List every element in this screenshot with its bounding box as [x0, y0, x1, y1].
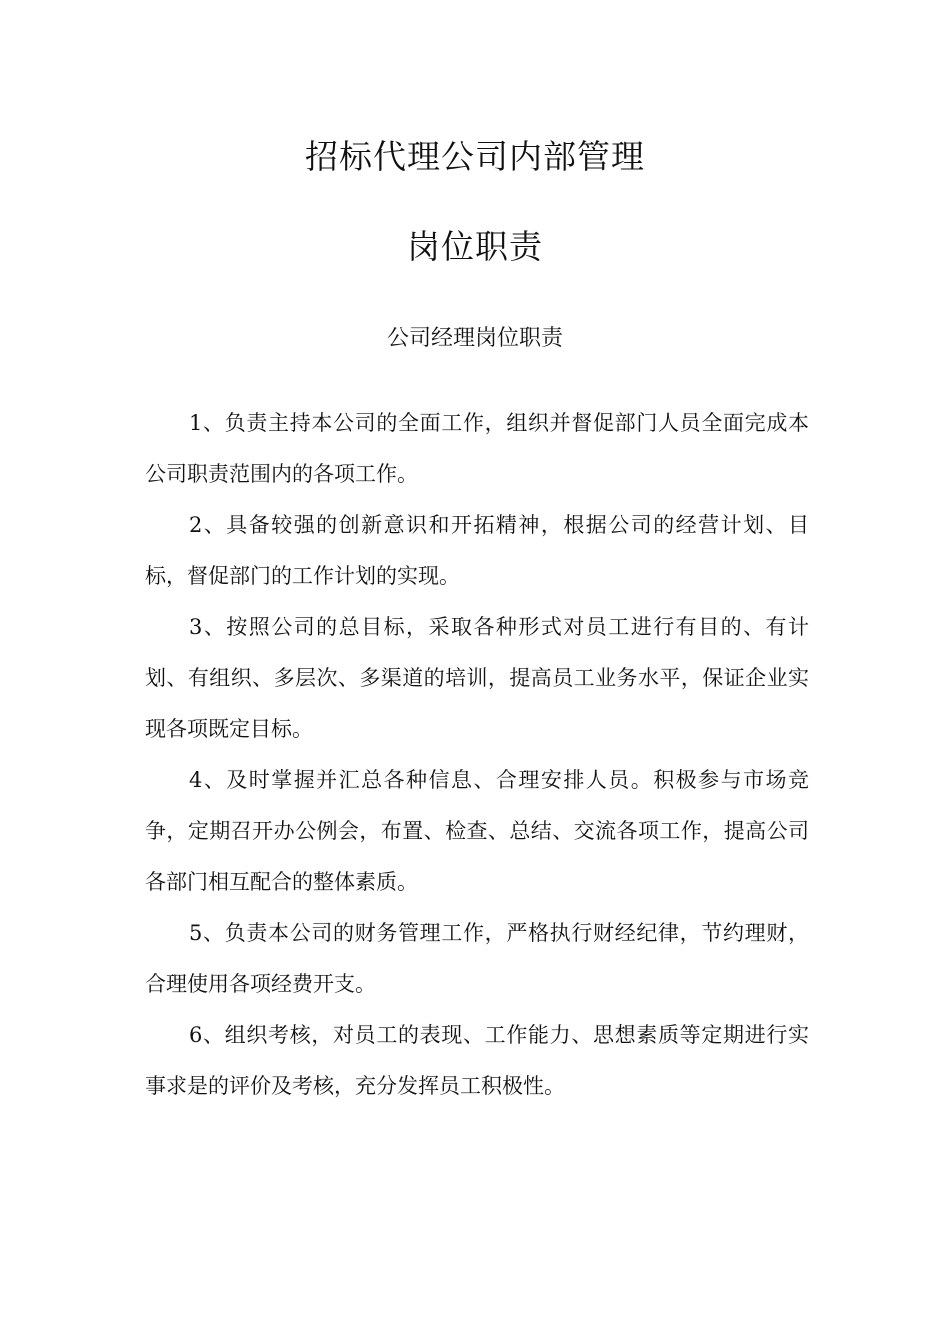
document-title-line1: 招标代理公司内部管理 — [305, 137, 645, 176]
document-title-line2: 岗位职责 — [407, 227, 543, 266]
duty-paragraph-1: 1、负责主持本公司的全面工作，组织并督促部门人员全面完成本公司职责范围内的各项工作。 — [145, 411, 809, 486]
duty-paragraph-4: 4、及时掌握并汇总各种信息、合理安排人员。积极参与市场竞争，定期召开办公例会，布置、检查、总结、交流各项工作，提高公司各部门相互配合的整体素质。 — [145, 768, 809, 894]
duty-paragraph-6: 6、组织考核，对员工的表现、工作能力、思想素质等定期进行实事求是的评价及考核，充分发挥员工积极性。 — [145, 1023, 809, 1098]
duty-paragraph-3: 3、按照公司的总目标，采取各种形式对员工进行有目的、有计划、有组织、多层次、多渠道的培训，提高员工业务水平，保证企业实现各项既定目标。 — [145, 615, 809, 741]
duty-paragraph-5: 5、负责本公司的财务管理工作，严格执行财经纪律，节约理财，合理使用各项经费开支。 — [145, 921, 809, 996]
duty-paragraph-2: 2、具备较强的创新意识和开拓精神，根据公司的经营计划、目标，督促部门的工作计划的实现。 — [145, 513, 809, 588]
section-heading: 公司经理岗位职责 — [386, 326, 563, 351]
duty-list — [145, 398, 809, 1112]
